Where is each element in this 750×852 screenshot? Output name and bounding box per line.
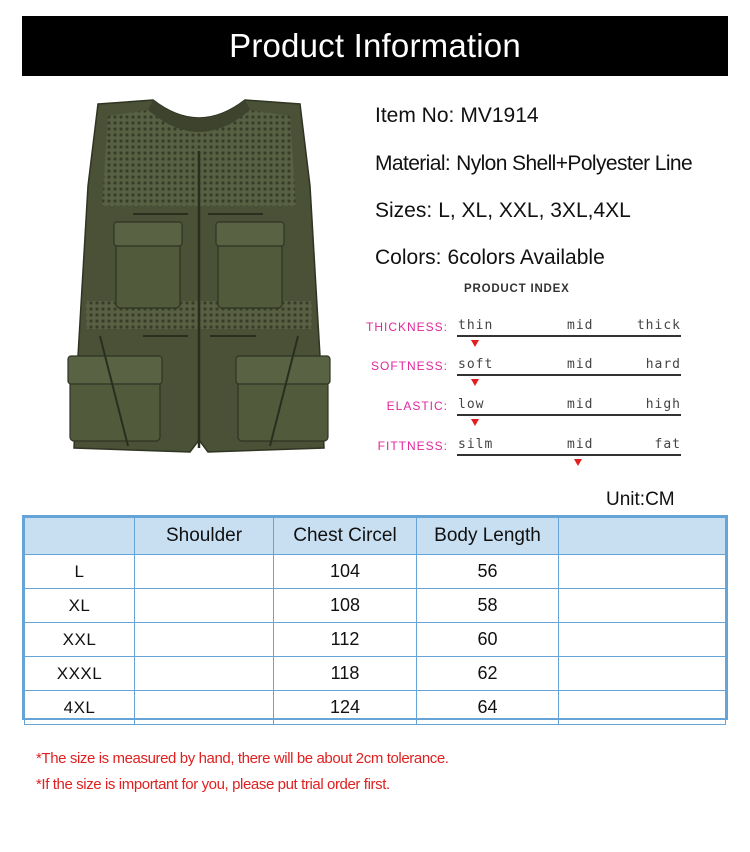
table-header: Body Length: [417, 518, 559, 555]
table-cell: 104: [274, 555, 417, 589]
item-number: [375, 104, 539, 128]
table-cell: L: [25, 555, 135, 589]
table-cell: [559, 657, 726, 691]
index-high-label: thick: [636, 318, 681, 333]
table-cell: 58: [417, 589, 559, 623]
index-row-fittness: [360, 437, 690, 477]
index-row-thickness: [360, 318, 690, 358]
material: [375, 152, 692, 176]
index-scale-line: [457, 414, 681, 416]
table-cell: 112: [274, 623, 417, 657]
index-scale-line: [457, 335, 681, 337]
table-cell: XXXL: [25, 657, 135, 691]
table-row: [25, 657, 726, 691]
table-cell: [559, 589, 726, 623]
table-cell: [135, 691, 274, 725]
table-row: [25, 691, 726, 725]
index-low-label: thin: [458, 318, 494, 333]
unit-label: Unit:CM: [606, 489, 675, 510]
table-cell: XL: [25, 589, 135, 623]
item-number-value: MV1914: [460, 104, 539, 127]
index-name: THICKNESS:: [365, 320, 448, 334]
index-high-label: high: [645, 397, 681, 412]
table-header-row: [25, 518, 726, 555]
material-value: Nylon Shell+Polyester Line: [456, 152, 693, 175]
index-scale-line: [457, 454, 681, 456]
note-trial-order: *If the size is important for you, please put trial order first.: [36, 776, 390, 793]
table-cell: 108: [274, 589, 417, 623]
page-title: Product Information: [229, 27, 521, 64]
index-scale-line: [457, 374, 681, 376]
table-cell: XXL: [25, 623, 135, 657]
colors-label: Colors:: [375, 246, 442, 269]
table-cell: [135, 623, 274, 657]
index-low-label: low: [458, 397, 485, 412]
index-high-label: hard: [645, 357, 681, 372]
index-marker: [574, 459, 582, 466]
index-name: SOFTNESS:: [370, 359, 448, 373]
table-header: Chest Circel: [274, 518, 417, 555]
table-header: [25, 518, 135, 555]
size-table: [22, 515, 728, 720]
table-header: [559, 518, 726, 555]
table-cell: [135, 657, 274, 691]
note-tolerance: *The size is measured by hand, there will be about 2cm tolerance.: [36, 750, 449, 767]
product-image: [58, 96, 340, 456]
index-low-label: silm: [458, 437, 494, 452]
index-row-elastic: [360, 397, 690, 437]
table-cell: 62: [417, 657, 559, 691]
table-cell: [135, 555, 274, 589]
sizes-label: Sizes:: [375, 199, 433, 222]
table-header: Shoulder: [135, 518, 274, 555]
table-cell: [559, 623, 726, 657]
index-high-label: fat: [654, 437, 681, 452]
index-mid-label: mid: [567, 318, 594, 333]
item-number-label: Item No:: [375, 104, 455, 127]
index-name: FITTNESS:: [377, 439, 448, 453]
index-low-label: soft: [458, 357, 494, 372]
table-row: [25, 623, 726, 657]
table-row: [25, 589, 726, 623]
table-row: [25, 555, 726, 589]
index-mid-label: mid: [567, 397, 594, 412]
index-mid-label: mid: [567, 357, 594, 372]
sizes-value: L, XL, XXL, 3XL,4XL: [438, 199, 631, 222]
index-marker: [471, 379, 479, 386]
table-cell: 64: [417, 691, 559, 725]
index-mid-label: mid: [567, 437, 594, 452]
index-marker: [471, 419, 479, 426]
table-cell: 60: [417, 623, 559, 657]
colors: [375, 246, 605, 270]
material-label: Material:: [375, 152, 451, 175]
sizes: [375, 199, 631, 223]
index-row-softness: [360, 357, 690, 397]
title-banner: [22, 16, 728, 76]
table-cell: 4XL: [25, 691, 135, 725]
index-marker: [471, 340, 479, 347]
table-cell: [135, 589, 274, 623]
table-cell: 118: [274, 657, 417, 691]
colors-value: 6colors Available: [447, 246, 605, 269]
table-cell: [559, 555, 726, 589]
table-cell: 124: [274, 691, 417, 725]
index-name: ELASTIC:: [386, 399, 448, 413]
table-cell: [559, 691, 726, 725]
table-cell: 56: [417, 555, 559, 589]
product-index-title: PRODUCT INDEX: [464, 283, 570, 295]
